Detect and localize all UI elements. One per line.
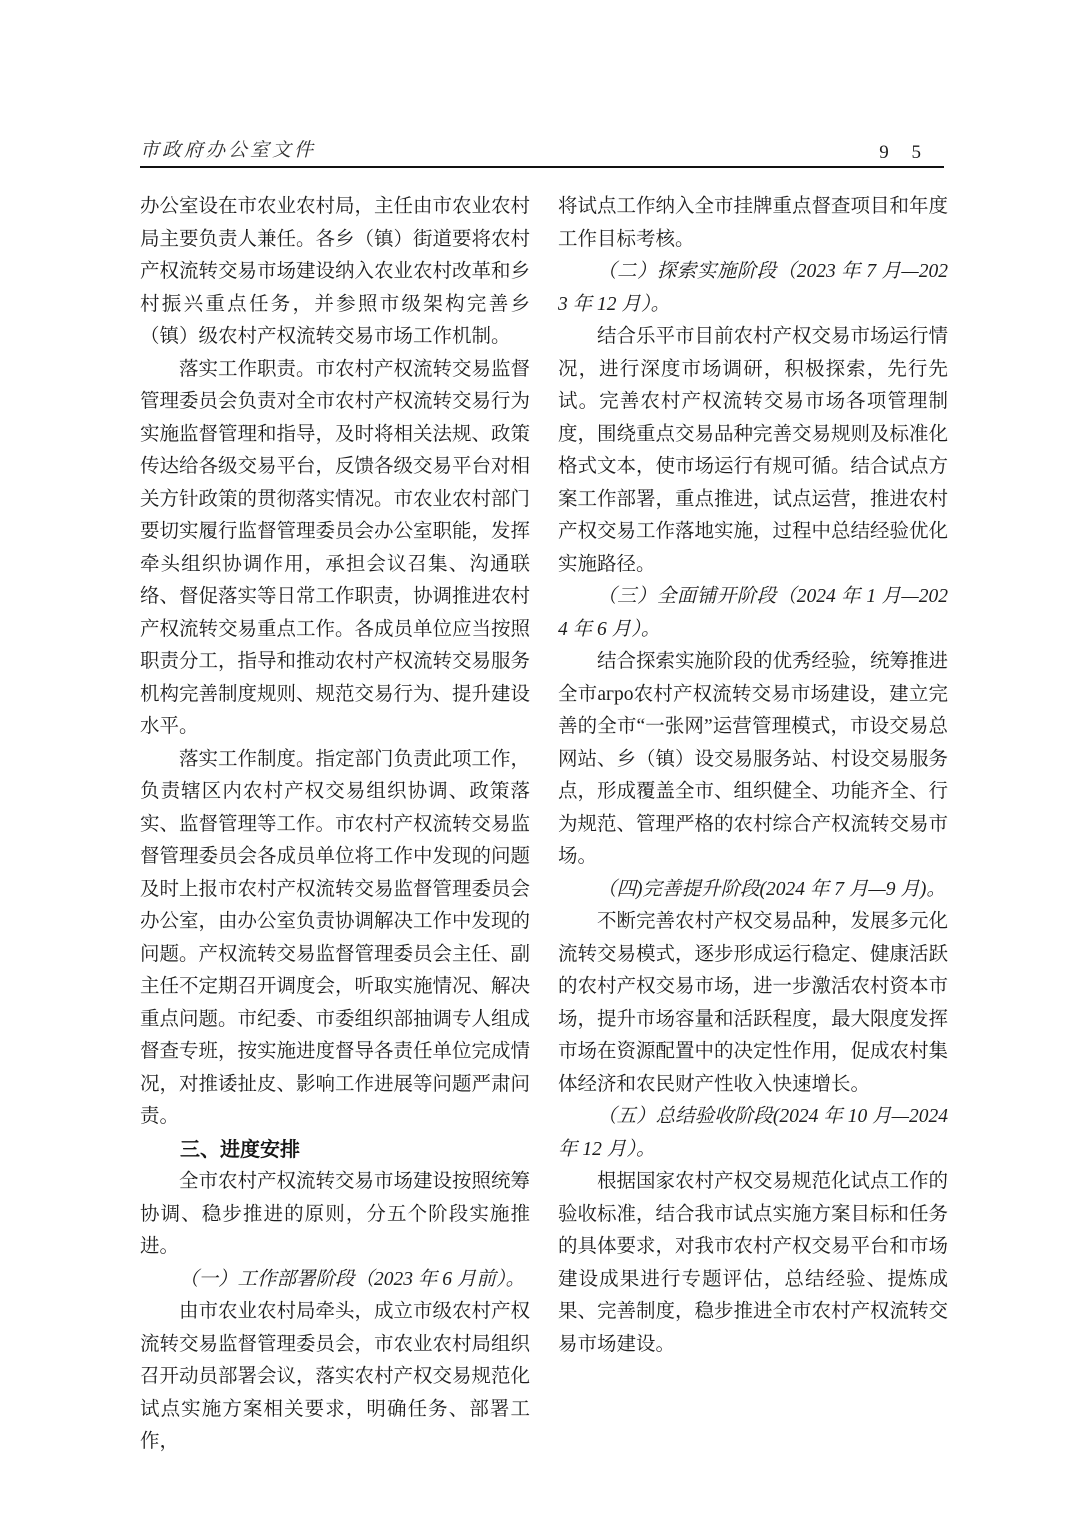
paragraph-stage: （一）工作部署阶段（2023 年 6 月前）。 bbox=[179, 1268, 526, 1290]
paragraph-continuation: 办公室设在市农业农村局，主任由市农业农村局主要负责人兼任。各乡（镇）街道要将农村产权流转交易市场建设纳入农业农村改革和乡村振兴重点任务，并参照市级架构完善乡（镇）级农村产权流转交易市场工作机制。 bbox=[140, 196, 531, 347]
paragraph-body: 不断完善农村产权交易品种，发展多元化流转交易模式，逐步形成运行稳定、健康活跃的农村产权交易市场，进一步激活农村资本市场，提升市场容量和活跃程度，最大限度发挥市场在资源配置中的决定性作用，促成农村集体经济和农民财产性收入快速增长。 bbox=[558, 911, 949, 1095]
paragraph-body: 落实工作职责。市农村产权流转交易监督管理委员会负责对全市农村产权流转交易行为实施监督管理和指导，及时将相关法规、政策传达给各级交易平台，反馈各级交易平台对相关方针政策的贯彻落实情况。市农业农村部门要切实履行监督管理委员会办公室职能，发挥牵头组织协调作用，承担会议召集、沟通联络、督促落实等日常工作职责，协调推进农村产权流转交易重点工作。各成员单位应当按照职责分工，指导和推动农村产权流转交易服务机构完善制度规则、规范交易行为、提升建设水平。 bbox=[140, 358, 531, 737]
paragraph-body: 结合探索实施阶段的优秀经验，统筹推进全市агро农村产权流转交易市场建设，建立完善的全市“一张网”运营管理模式，市设交易总网站、乡（镇）设交易服务站、村设交易服务点，形成覆盖全市、组织健全、功能齐全、行为规范、管理严格的农村综合产权流转交易市场。 bbox=[558, 651, 949, 867]
right-column bbox=[558, 191, 948, 1459]
header-rule bbox=[140, 166, 944, 168]
paragraph-continuation: 将试点工作纳入全市挂牌重点督查项目和年度工作目标考核。 bbox=[558, 196, 949, 250]
paragraph-stage: （四)完善提升阶段(2024 年 7 月—9 月)。 bbox=[597, 878, 946, 900]
paragraph-body: 结合乐平市目前农村产权交易市场运行情况，进行深度市场调研，积极探索，先行先试。完善农村产权流转交易市场各项管理制度，围绕重点交易品种完善交易规则及标准化格式文本，使市场运行有规可循。结合试点方案工作部署，重点推进，试点运营，推进农村产权交易工作落地实施，过程中总结经验优化实施路径。 bbox=[558, 326, 949, 575]
header-doc-label: 市政府办公室文件 bbox=[140, 140, 317, 161]
paragraph-stage: （二）探索实施阶段（2023 年 7 月—2023 年 12 月）。 bbox=[558, 261, 948, 315]
paragraph-body: 全市农村产权流转交易市场建设按照统筹协调、稳步推进的原则，分五个阶段实施推进。 bbox=[140, 1171, 531, 1257]
left-column bbox=[140, 191, 530, 1459]
paragraph-body: 根据国家农村产权交易规范化试点工作的验收标准，结合我市试点实施方案目标和任务的具体要求，对我市农村产权交易平台和市场建设成果进行专题评估，总结经验、提炼成果、完善制度，稳步推进全市农村产权流转交易市场建设。 bbox=[558, 1171, 949, 1355]
paragraph-body: 由市农业农村局牵头，成立市级农村产权流转交易监督管理委员会，市农业农村局组织召开动员部署会议，落实农村产权交易规范化试点实施方案相关要求，明确任务、部署工作， bbox=[140, 1301, 531, 1452]
paragraph-body: 落实工作制度。指定部门负责此项工作，负责辖区内农村产权交易组织协调、政策落实、监督管理等工作。市农村产权流转交易监督管理委员会各成员单位将工作中发现的问题及时上报市农村产权流转交易监督管理委员会办公室，由办公室负责协调解决工作中发现的问题。产权流转交易监督管理委员会主任、副主任不定期召开调度会，听取实施情况、解决重点问题。市纪委、市委组织部抽调专人组成督查专班，按实施进度督导各责任单位完成情况，对推诿扯皮、影响工作进展等问题严肃问责。 bbox=[140, 748, 531, 1127]
text-columns bbox=[140, 191, 948, 1459]
paragraph-stage: （五）总结验收阶段(2024 年 10 月—2024 年 12 月）。 bbox=[558, 1106, 948, 1160]
paragraph-heading: 三、进度安排 bbox=[180, 1138, 300, 1161]
running-header bbox=[140, 130, 944, 166]
paragraph-stage: （三）全面铺开阶段（2024 年 1 月—2024 年 6 月）。 bbox=[558, 586, 948, 640]
page-number: 9 5 bbox=[879, 142, 930, 163]
